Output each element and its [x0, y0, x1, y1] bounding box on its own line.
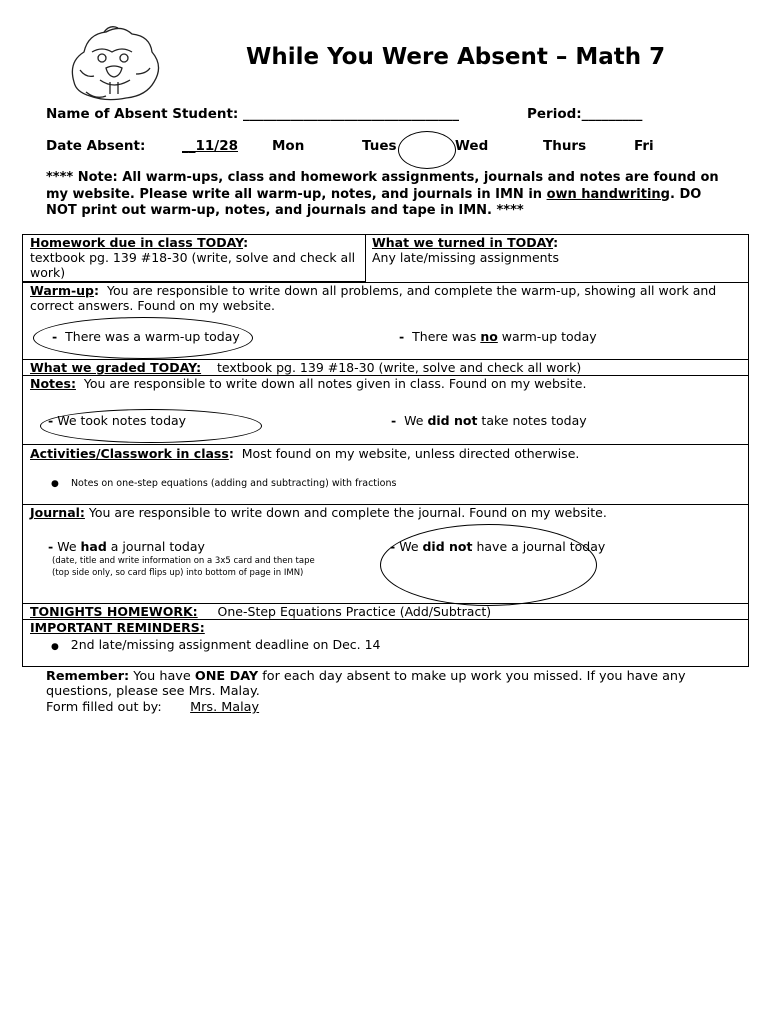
- activities-section: Activities/Classwork in class: Most found on my website, unless directed otherwise.: [30, 446, 580, 461]
- remember-note: Remember: You have ONE DAY for each day absent to make up work you missed. If you have any questions, please see Mrs. Malay.: [46, 669, 686, 699]
- journal-section: Journal: You are responsible to write down and complete the journal. Found on my website.: [30, 505, 607, 520]
- day-tues: Tues: [362, 138, 397, 154]
- notes-no-option: - We did not take notes today: [391, 413, 587, 428]
- journal-no-option: - We did not have a journal today: [390, 539, 606, 554]
- homework-due-section: Homework due in class TODAY: textbook pg. 139 #18-30 (write, solve and check all work): [30, 235, 356, 280]
- journal-circle-mark: [380, 524, 597, 606]
- tonight-homework-section: TONIGHTS HOMEWORK: One-Step Equations Practice (Add/Subtract): [30, 604, 492, 619]
- absence-table: [22, 234, 749, 667]
- activities-bullet: ● Notes on one-step equations (adding and subtracting) with fractions: [51, 478, 397, 489]
- graded-section: What we graded TODAY: textbook pg. 139 #18-30 (write, solve and check all work): [30, 360, 582, 375]
- page-title: While You Were Absent – Math 7: [246, 44, 666, 70]
- day-thurs: Thurs: [543, 138, 587, 154]
- reminders-bullet: ● 2nd late/missing assignment deadline on Dec. 14: [51, 637, 381, 652]
- period-field-label: Period:_________: [527, 106, 643, 122]
- date-absent-value: __11/28: [182, 138, 239, 154]
- turned-in-section: What we turned in TODAY: Any late/missing assignments: [372, 235, 559, 265]
- warmup-no-option: - There was no warm-up today: [399, 329, 597, 344]
- day-wed: Wed: [455, 138, 489, 154]
- bulldog-mascot-logo: [66, 22, 166, 104]
- warmup-circle-mark: [33, 317, 253, 359]
- warmup-yes-option: - There was a warm-up today: [52, 329, 240, 344]
- day-circle-mark: [398, 131, 456, 169]
- journal-yes-option: - We had a journal today: [48, 539, 205, 554]
- notes-yes-option: - We took notes today: [48, 413, 187, 428]
- form-filled-by: Form filled out by: Mrs. Malay: [46, 700, 260, 715]
- notes-circle-mark: [40, 409, 262, 443]
- date-absent-label: Date Absent:: [46, 138, 146, 154]
- instructions-note: **** Note: All warm-ups, class and homework assignments, journals and notes are found on my website. Please write all warm-up, notes, and journals in IMN in own handwriting. DO NOT print out warm-up, notes, and journals and tape in IMN. ****: [46, 170, 719, 218]
- name-field-label: Name of Absent Student: ________________________________: [46, 106, 460, 122]
- notes-section: Notes: You are responsible to write down all notes given in class. Found on my website.: [30, 376, 587, 391]
- day-fri: Fri: [634, 138, 654, 154]
- warmup-section: Warm-up: You are responsible to write down all problems, and complete the warm-up, showing all work and correct answers. Found on my website.: [30, 283, 717, 313]
- reminders-section: IMPORTANT REMINDERS:: [30, 620, 205, 635]
- journal-yes-detail: (date, title and write information on a 3x5 card and then tape (top side only, so card flips up) into bottom of page in IMN): [52, 556, 315, 578]
- day-mon: Mon: [272, 138, 305, 154]
